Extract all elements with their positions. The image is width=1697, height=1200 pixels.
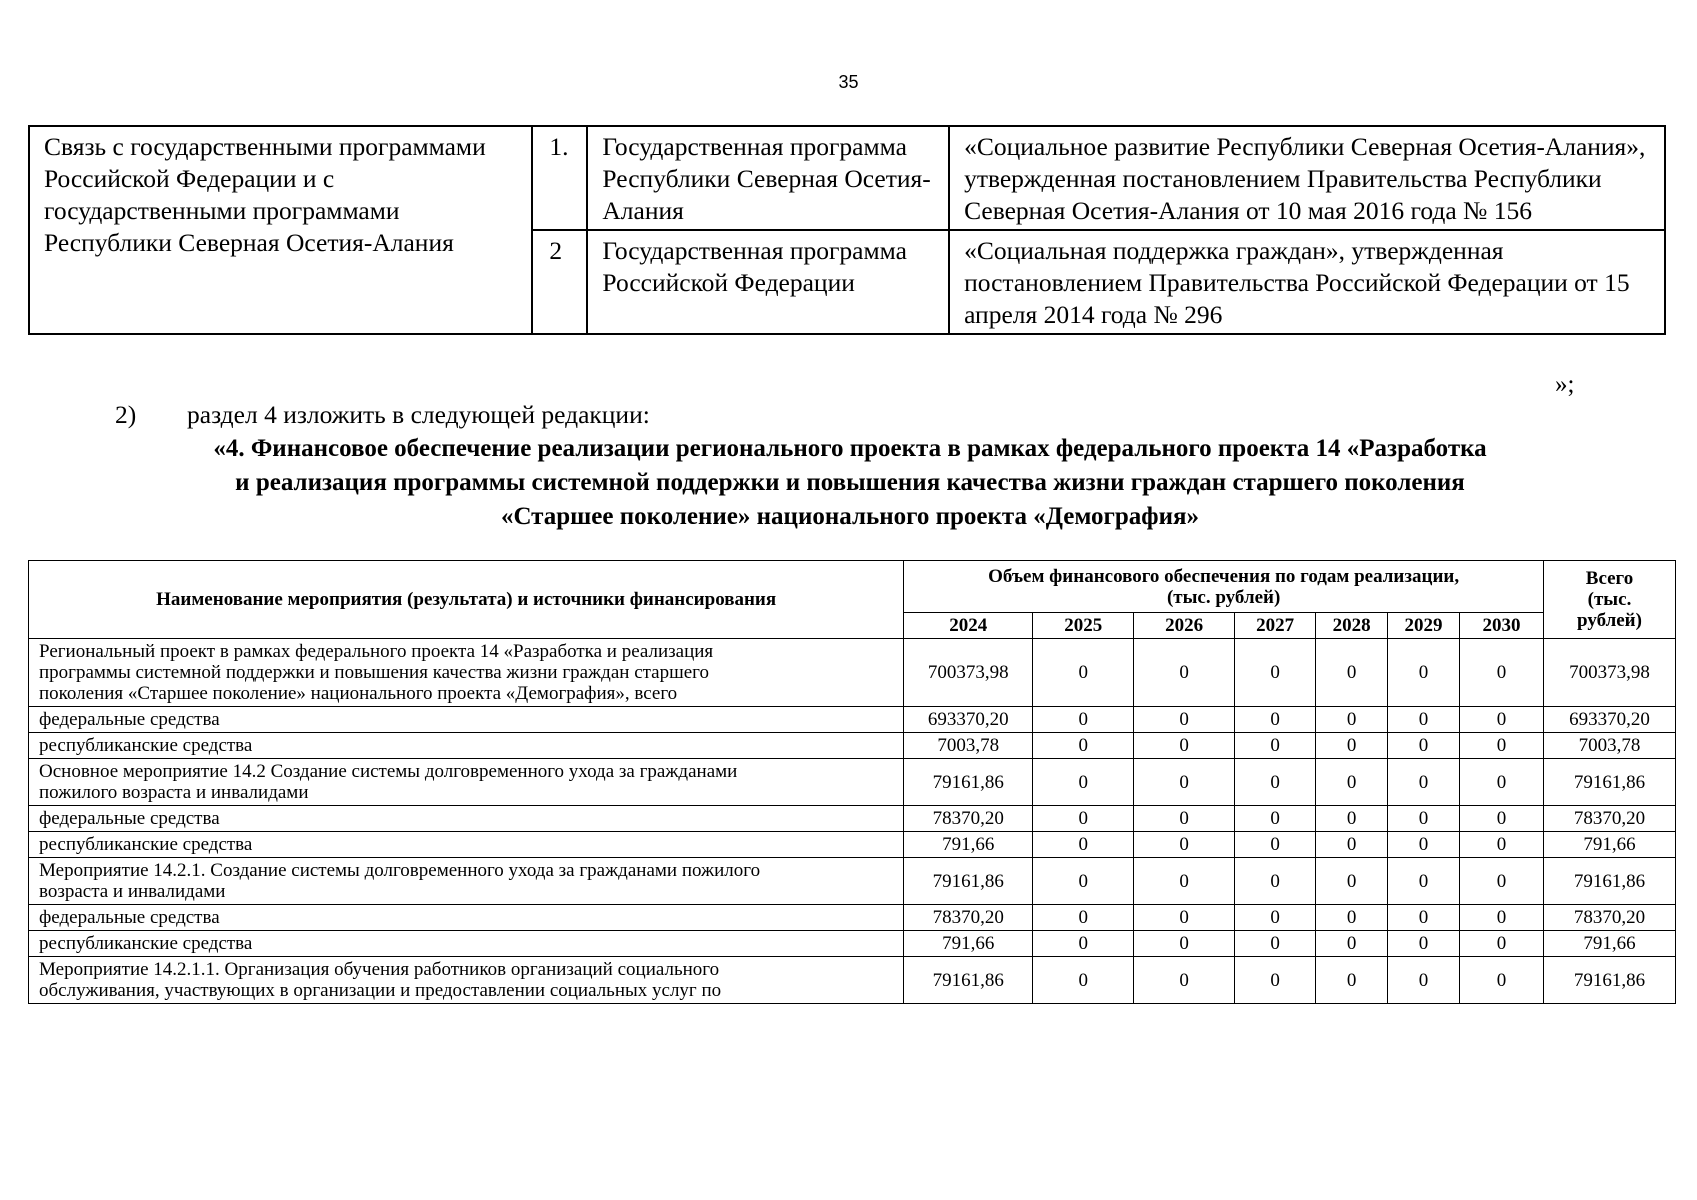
header-total-line: (тыс. xyxy=(1587,589,1632,610)
header-total-line: рублей) xyxy=(1577,610,1642,631)
closing-quote: »; xyxy=(1555,371,1575,398)
row-year-value: 0 xyxy=(1316,832,1388,858)
header-volume xyxy=(904,561,1544,613)
row-year-value: 0 xyxy=(1235,707,1316,733)
row-year-value: 0 xyxy=(1134,806,1235,832)
row-name-line: республиканские средства xyxy=(39,834,253,855)
row-year-value: 0 xyxy=(1134,832,1235,858)
section-title-line: «Старшее поколение» национального проекта «Демография» xyxy=(500,503,1200,530)
row-year-value: 0 xyxy=(1033,957,1134,1004)
table-row xyxy=(29,931,1676,957)
row-year-value: 0 xyxy=(1316,639,1388,707)
row-total-value: 78370,20 xyxy=(1543,806,1675,832)
row-year-value: 0 xyxy=(1460,957,1544,1004)
header-year: 2030 xyxy=(1460,613,1544,639)
row-total-value: 791,66 xyxy=(1543,832,1675,858)
row-year-value: 0 xyxy=(1388,858,1460,905)
program-link-details: «Социальная поддержка граждан», утвержденная постановлением Правительства Российской Федерации от 15 апреля 2014 года № 296 xyxy=(949,230,1665,334)
row-total-value: 79161,86 xyxy=(1543,957,1675,1004)
row-total-value: 693370,20 xyxy=(1543,707,1675,733)
row-year-value: 0 xyxy=(1235,957,1316,1004)
row-year-value: 0 xyxy=(1388,931,1460,957)
row-year-value: 0 xyxy=(1460,905,1544,931)
row-year-value: 0 xyxy=(1033,707,1134,733)
header-total xyxy=(1543,561,1675,639)
row-year-value: 0 xyxy=(1316,931,1388,957)
section-title-line: и реализация программы системной поддержки и повышения качества жизни граждан старшего поколения xyxy=(235,469,1465,496)
row-year-value: 0 xyxy=(1460,733,1544,759)
row-name xyxy=(29,931,904,957)
row-name-line: федеральные средства xyxy=(39,808,220,829)
row-year-value: 0 xyxy=(1388,905,1460,931)
row-year-value: 0 xyxy=(1134,957,1235,1004)
row-year-value: 0 xyxy=(1134,759,1235,806)
row-year-value: 0 xyxy=(1460,832,1544,858)
row-year-value: 0 xyxy=(1316,957,1388,1004)
row-name-line: федеральные средства xyxy=(39,907,220,928)
row-year-value: 0 xyxy=(1033,858,1134,905)
row-year-value: 0 xyxy=(1460,806,1544,832)
row-year-value: 0 xyxy=(1316,707,1388,733)
row-total-value: 7003,78 xyxy=(1543,733,1675,759)
row-year-value: 0 xyxy=(1134,639,1235,707)
table-row xyxy=(29,707,1676,733)
row-year-value: 0 xyxy=(1033,759,1134,806)
row-year-value: 700373,98 xyxy=(904,639,1033,707)
row-year-value: 0 xyxy=(1134,905,1235,931)
row-name-line: республиканские средства xyxy=(39,933,253,954)
row-year-value: 0 xyxy=(1460,858,1544,905)
row-name-line: возраста и инвалидами xyxy=(39,881,226,902)
row-year-value: 791,66 xyxy=(904,832,1033,858)
table-row xyxy=(29,832,1676,858)
row-name-line: обслуживания, участвующих в организации и предоставлении социальных услуг по xyxy=(39,980,722,1001)
row-year-value: 0 xyxy=(1388,806,1460,832)
header-year: 2027 xyxy=(1235,613,1316,639)
row-total-value: 791,66 xyxy=(1543,931,1675,957)
row-name xyxy=(29,806,904,832)
program-link-number: 1. xyxy=(532,126,587,230)
row-year-value: 79161,86 xyxy=(904,759,1033,806)
table-row xyxy=(29,905,1676,931)
finance-table xyxy=(28,560,1676,1004)
table-row xyxy=(29,858,1676,905)
row-name-line: Мероприятие 14.2.1.1. Организация обучения работников организаций социального xyxy=(39,959,720,980)
row-name-line: поколения «Старшее поколение» национального проекта «Демография», всего xyxy=(39,683,678,704)
row-year-value: 0 xyxy=(1316,806,1388,832)
row-year-value: 693370,20 xyxy=(904,707,1033,733)
row-year-value: 0 xyxy=(1134,707,1235,733)
row-name-line: пожилого возраста и инвалидами xyxy=(39,782,309,803)
page-number: 35 xyxy=(838,72,859,92)
row-total-value: 79161,86 xyxy=(1543,858,1675,905)
row-total-value: 78370,20 xyxy=(1543,905,1675,931)
row-year-value: 0 xyxy=(1460,639,1544,707)
program-links-label: Связь с государственными программами Российской Федерации и с государственными программами Республики Северная Осетия-Алания xyxy=(29,126,532,334)
program-link-row xyxy=(29,126,1665,230)
row-year-value: 0 xyxy=(1235,639,1316,707)
table-row xyxy=(29,733,1676,759)
row-year-value: 0 xyxy=(1033,905,1134,931)
row-year-value: 0 xyxy=(1033,733,1134,759)
row-year-value: 79161,86 xyxy=(904,858,1033,905)
section-title xyxy=(60,432,1640,534)
row-year-value: 0 xyxy=(1033,639,1134,707)
row-year-value: 0 xyxy=(1033,931,1134,957)
row-year-value: 791,66 xyxy=(904,931,1033,957)
section-title-line: «4. Финансовое обеспечение реализации регионального проекта в рамках федерального проекта 14 «Разработка xyxy=(213,435,1487,462)
header-volume-line: (тыс. рублей) xyxy=(1166,586,1281,608)
row-year-value: 0 xyxy=(1235,858,1316,905)
header-year: 2029 xyxy=(1388,613,1460,639)
row-year-value: 0 xyxy=(1235,832,1316,858)
program-link-program: Государственная программа Российской Федерации xyxy=(587,230,949,334)
row-name xyxy=(29,858,904,905)
row-year-value: 0 xyxy=(1033,832,1134,858)
row-name-line: программы системной поддержки и повышения качества жизни граждан старшего xyxy=(39,662,709,683)
row-year-value: 0 xyxy=(1033,806,1134,832)
row-year-value: 78370,20 xyxy=(904,806,1033,832)
row-year-value: 0 xyxy=(1235,931,1316,957)
row-year-value: 0 xyxy=(1235,733,1316,759)
row-year-value: 0 xyxy=(1235,905,1316,931)
row-year-value: 0 xyxy=(1134,858,1235,905)
header-year: 2028 xyxy=(1316,613,1388,639)
header-volume-line: Объем финансового обеспечения по годам реализации, xyxy=(988,565,1460,587)
row-name-line: Региональный проект в рамках федерального проекта 14 «Разработка и реализация xyxy=(39,641,714,662)
table-row xyxy=(29,759,1676,806)
program-link-details: «Социальное развитие Республики Северная Осетия-Алания», утвержденная постановлением Правительства Республики Северная Осетия-Алания от 10 мая 2016 года № 156 xyxy=(949,126,1665,230)
row-year-value: 7003,78 xyxy=(904,733,1033,759)
program-link-number: 2 xyxy=(532,230,587,334)
row-name-line: республиканские средства xyxy=(39,735,253,756)
row-total-value: 79161,86 xyxy=(1543,759,1675,806)
program-links-table xyxy=(28,125,1666,335)
row-year-value: 0 xyxy=(1388,832,1460,858)
program-link-program: Государственная программа Республики Северная Осетия-Алания xyxy=(587,126,949,230)
table-row xyxy=(29,806,1676,832)
row-year-value: 0 xyxy=(1316,759,1388,806)
amendment-item xyxy=(115,400,650,430)
row-year-value: 0 xyxy=(1134,733,1235,759)
row-year-value: 0 xyxy=(1460,707,1544,733)
header-year: 2026 xyxy=(1134,613,1235,639)
row-year-value: 79161,86 xyxy=(904,957,1033,1004)
row-year-value: 0 xyxy=(1460,931,1544,957)
row-year-value: 0 xyxy=(1134,931,1235,957)
row-year-value: 0 xyxy=(1316,733,1388,759)
row-name xyxy=(29,759,904,806)
table-row xyxy=(29,957,1676,1004)
row-name-line: Мероприятие 14.2.1. Создание системы долговременного ухода за гражданами пожилого xyxy=(39,860,761,881)
row-total-value: 700373,98 xyxy=(1543,639,1675,707)
header-total-line: Всего xyxy=(1585,568,1634,589)
row-year-value: 78370,20 xyxy=(904,905,1033,931)
row-year-value: 0 xyxy=(1235,806,1316,832)
row-name xyxy=(29,639,904,707)
header-year: 2024 xyxy=(904,613,1033,639)
row-year-value: 0 xyxy=(1388,957,1460,1004)
row-name xyxy=(29,905,904,931)
row-name xyxy=(29,957,904,1004)
row-name-line: федеральные средства xyxy=(39,709,220,730)
row-name xyxy=(29,707,904,733)
row-year-value: 0 xyxy=(1388,733,1460,759)
row-name-line: Основное мероприятие 14.2 Создание системы долговременного ухода за гражданами xyxy=(39,761,738,782)
row-year-value: 0 xyxy=(1388,639,1460,707)
row-name xyxy=(29,733,904,759)
row-name xyxy=(29,832,904,858)
row-year-value: 0 xyxy=(1235,759,1316,806)
row-year-value: 0 xyxy=(1316,858,1388,905)
row-year-value: 0 xyxy=(1460,759,1544,806)
row-year-value: 0 xyxy=(1316,905,1388,931)
amendment-item-number: 2) xyxy=(115,400,137,429)
amendment-item-text: раздел 4 изложить в следующей редакции: xyxy=(187,400,650,429)
row-year-value: 0 xyxy=(1388,759,1460,806)
row-year-value: 0 xyxy=(1388,707,1460,733)
header-name-column: Наименование мероприятия (результата) и источники финансирования xyxy=(29,561,904,639)
header-year: 2025 xyxy=(1033,613,1134,639)
table-row xyxy=(29,639,1676,707)
